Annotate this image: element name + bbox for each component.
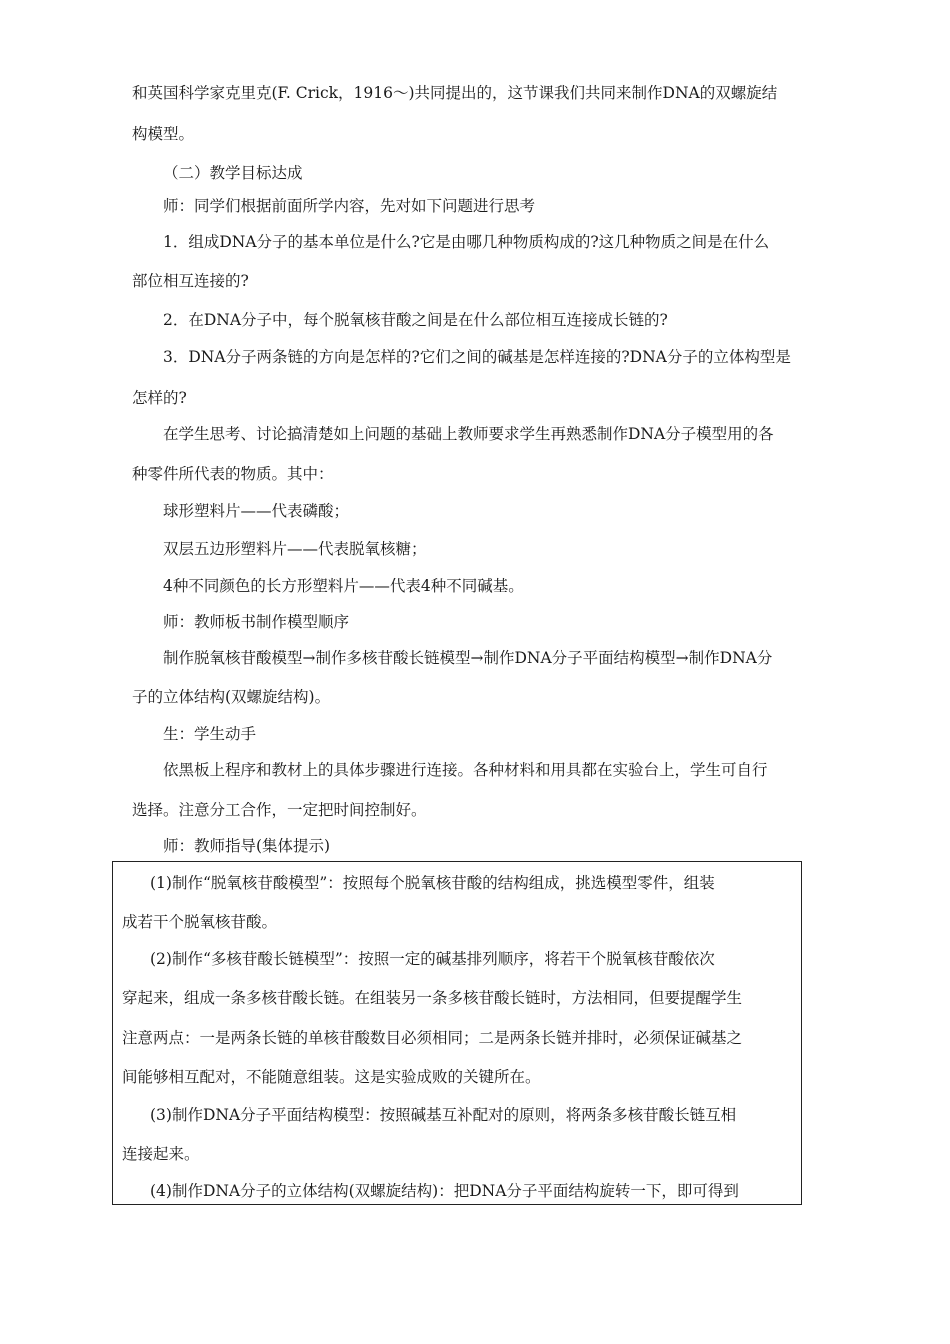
question-line: 1．组成DNA分子的基本单位是什么?它是由哪几种物质构成的?这几种物质之间是在什么	[163, 233, 770, 251]
box-line: 穿起来，组成一条多核苷酸长链。在组装另一条多核苷酸长链时，方法相同，但要提醒学生	[122, 989, 743, 1007]
question-line: 怎样的?	[132, 389, 187, 407]
box-line: 连接起来。	[122, 1145, 200, 1163]
box-line: 注意两点：一是两条长链的单核苷酸数目必须相同；二是两条长链并排时，必须保证碱基之	[122, 1029, 743, 1047]
paragraph-line: 和英国科学家克里克(F. Crick，1916～)共同提出的，这节课我们共同来制作DNA的双螺旋结	[132, 84, 778, 102]
paragraph-line: 子的立体结构(双螺旋结构)。	[132, 688, 331, 706]
box-line: 成若干个脱氧核苷酸。	[122, 913, 278, 931]
box-line: (1)制作“脱氧核苷酸模型”：按照每个脱氧核苷酸的结构组成，挑选模型零件，组装	[150, 874, 715, 892]
paragraph-line: 师：教师板书制作模型顺序	[163, 613, 350, 631]
paragraph-line: 种零件所代表的物质。其中：	[132, 465, 334, 483]
paragraph-line: 构模型。	[132, 125, 195, 143]
box-line: (2)制作“多核苷酸长链模型”：按照一定的碱基排列顺序，将若干个脱氧核苷酸依次	[150, 950, 715, 968]
section-heading: （二）教学目标达成	[163, 164, 303, 182]
paragraph-line: 师：教师指导(集体提示)	[163, 837, 331, 855]
question-line: 3．DNA分子两条链的方向是怎样的?它们之间的碱基是怎样连接的?DNA分子的立体构型是	[163, 348, 791, 366]
paragraph-line: 师：同学们根据前面所学内容，先对如下问题进行思考	[163, 197, 536, 215]
list-item: 4种不同颜色的长方形塑料片——代表4种不同碱基。	[163, 577, 524, 595]
list-item: 球形塑料片——代表磷酸；	[163, 502, 350, 520]
list-item: 双层五边形塑料片——代表脱氧核糖；	[163, 540, 427, 558]
box-line: (3)制作DNA分子平面结构模型：按照碱基互补配对的原则，将两条多核苷酸长链互相	[150, 1106, 737, 1124]
paragraph-line: 在学生思考、讨论搞清楚如上问题的基础上教师要求学生再熟悉制作DNA分子模型用的各	[163, 425, 774, 443]
paragraph-line: 制作脱氧核苷酸模型→制作多核苷酸长链模型→制作DNA分子平面结构模型→制作DNA分	[163, 649, 773, 667]
paragraph-line: 生：学生动手	[163, 725, 257, 743]
question-line: 2．在DNA分子中，每个脱氧核苷酸之间是在什么部位相互连接成长链的?	[163, 311, 668, 329]
box-line: 间能够相互配对，不能随意组装。这是实验成败的关键所在。	[122, 1068, 541, 1086]
question-line: 部位相互连接的?	[132, 272, 249, 290]
paragraph-line: 选择。注意分工合作，一定把时间控制好。	[132, 801, 427, 819]
paragraph-line: 依黑板上程序和教材上的具体步骤进行连接。各种材料和用具都在实验台上，学生可自行	[163, 761, 768, 779]
box-line: (4)制作DNA分子的立体结构(双螺旋结构)：把DNA分子平面结构旋转一下，即可得到	[150, 1182, 739, 1200]
